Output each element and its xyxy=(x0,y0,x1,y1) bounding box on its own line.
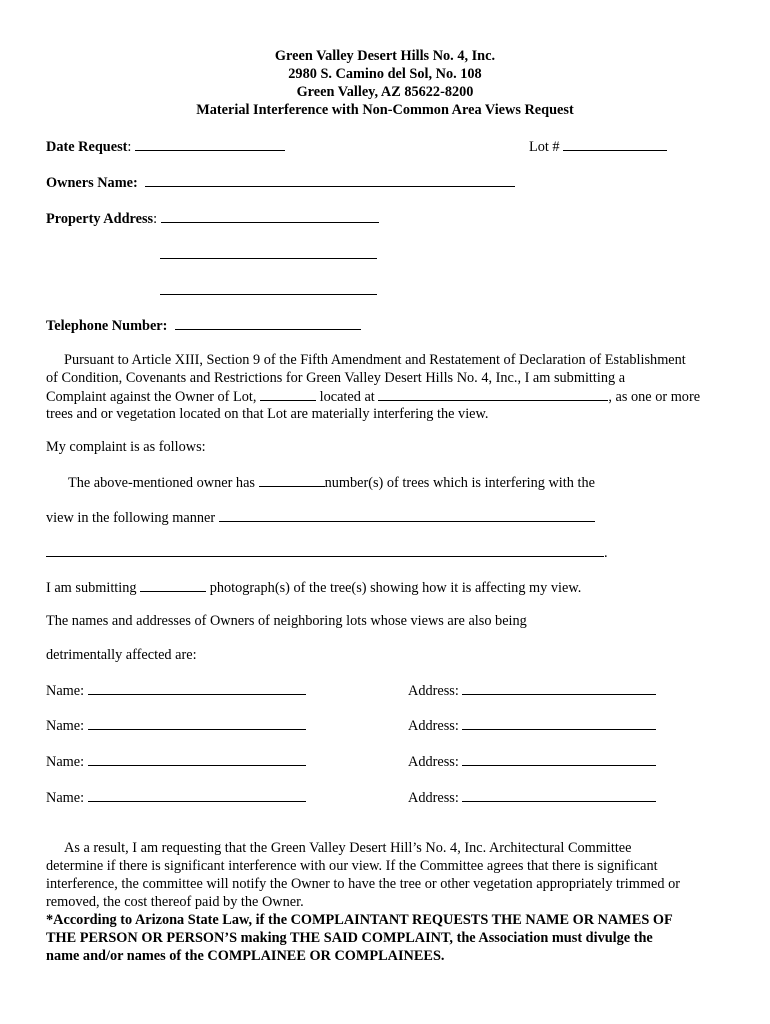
paragraph-line xyxy=(46,387,736,405)
neighbor-address-label: Address: xyxy=(408,754,459,770)
neighbor-name-label: Name: xyxy=(46,683,85,699)
photographs-text: photograph(s) of the tree(s) showing how it is affecting my view. xyxy=(209,580,582,596)
paragraph-line: of Condition, Covenants and Restrictions for Green Valley Desert Hills No. 4, Inc., I am submitting a xyxy=(46,370,626,386)
lot-number-row xyxy=(529,137,667,156)
neighbor-name-field[interactable] xyxy=(88,788,306,802)
neighbor-address-row xyxy=(408,752,656,771)
neighbor-name-field[interactable] xyxy=(88,681,306,695)
telephone-field[interactable] xyxy=(175,316,361,330)
neighbor-name-row xyxy=(46,716,306,735)
neighbor-name-row xyxy=(46,681,306,700)
view-manner-row xyxy=(46,508,595,527)
neighbor-name-label: Name: xyxy=(46,718,85,734)
neighbor-address-row xyxy=(408,716,656,735)
neighbor-name-field[interactable] xyxy=(88,716,306,730)
complaint-lot-field[interactable] xyxy=(260,387,316,401)
view-manner-period: . xyxy=(604,545,608,561)
neighbor-address-label: Address: xyxy=(408,790,459,806)
request-paragraph xyxy=(46,839,736,911)
property-address-row-2 xyxy=(160,245,377,264)
view-manner-field-1[interactable] xyxy=(219,508,595,522)
property-address-colon: : xyxy=(153,211,158,227)
telephone-row xyxy=(46,316,361,335)
neighbor-address-row xyxy=(408,681,656,700)
photographs-row xyxy=(46,578,581,597)
date-request-label: Date Request xyxy=(46,139,128,155)
notice-line: *According to Arizona State Law, if the COMPLAINTANT REQUESTS THE NAME OR NAMES OF xyxy=(46,912,673,928)
owner-has-text: The above-mentioned owner has xyxy=(68,475,255,491)
organization-name: Green Valley Desert Hills No. 4, Inc. xyxy=(274,48,496,64)
complaint-location-field[interactable] xyxy=(378,387,608,401)
located-at-clause: located at xyxy=(319,389,375,405)
lot-clause: Complaint against the Owner of Lot, xyxy=(46,389,257,405)
notice-line: THE PERSON OR PERSON’S making THE SAID COMPLAINT, the Association must divulge the xyxy=(46,930,653,946)
paragraph-line: Pursuant to Article XIII, Section 9 of the Fifth Amendment and Restatement of Declaration of Establishment xyxy=(64,352,686,368)
property-address-field-2[interactable] xyxy=(160,245,377,259)
complaint-intro: My complaint is as follows: xyxy=(46,439,206,455)
neighbor-name-label: Name: xyxy=(46,790,85,806)
owners-name-label: Owners Name: xyxy=(46,175,138,191)
paragraph-line: removed, the cost thereof paid by the Owner. xyxy=(46,894,304,910)
neighbor-name-row xyxy=(46,788,306,807)
tree-count-field[interactable] xyxy=(259,473,325,487)
notice-line: name and/or names of the COMPLAINEE OR COMPLAINEES. xyxy=(46,948,445,964)
paragraph-line: As a result, I am requesting that the Green Valley Desert Hill’s No. 4, Inc. Architectural Committee xyxy=(64,840,632,856)
property-address-row-3 xyxy=(160,281,377,300)
one-or-more-clause: , as one or more xyxy=(608,389,701,405)
property-address-label: Property Address xyxy=(46,211,154,227)
state-law-notice xyxy=(46,911,736,965)
date-request-row xyxy=(46,137,285,156)
neighbor-name-row xyxy=(46,752,306,771)
trees-interfering-text: number(s) of trees which is interfering with the xyxy=(324,475,595,491)
view-manner-field-2[interactable] xyxy=(46,543,604,557)
lot-number-field[interactable] xyxy=(563,137,667,151)
photograph-count-field[interactable] xyxy=(140,578,206,592)
view-manner-text: view in the following manner xyxy=(46,510,216,526)
organization-street: 2980 S. Camino del Sol, No. 108 xyxy=(288,66,482,82)
organization-city: Green Valley, AZ 85622-8200 xyxy=(296,84,474,100)
view-manner-row-2 xyxy=(46,543,608,562)
property-address-field-3[interactable] xyxy=(160,281,377,295)
neighbor-address-field[interactable] xyxy=(462,788,656,802)
tree-count-row xyxy=(68,473,595,492)
neighbor-name-field[interactable] xyxy=(88,752,306,766)
property-address-row xyxy=(46,209,379,228)
neighbor-address-row xyxy=(408,788,656,807)
form-header xyxy=(0,47,770,119)
declaration-paragraph xyxy=(46,351,736,423)
neighbor-address-field[interactable] xyxy=(462,716,656,730)
paragraph-line: determine if there is significant interference with our view. If the Committee agrees that there is significant xyxy=(46,858,658,874)
paragraph-line: trees and or vegetation located on that Lot are materially interfering the view. xyxy=(46,406,489,422)
neighbors-intro-1: The names and addresses of Owners of neighboring lots whose views are also being xyxy=(46,613,527,629)
paragraph-line: interference, the committee will notify the Owner to have the tree or other vegetation appropriately trimmed or xyxy=(46,876,680,892)
neighbor-name-label: Name: xyxy=(46,754,85,770)
neighbors-intro-2: detrimentally affected are: xyxy=(46,647,197,663)
date-request-colon: : xyxy=(127,139,132,155)
owners-name-row xyxy=(46,173,515,192)
neighbor-address-field[interactable] xyxy=(462,681,656,695)
submitting-text: I am submitting xyxy=(46,580,137,596)
neighbor-address-field[interactable] xyxy=(462,752,656,766)
form-title: Material Interference with Non-Common Area Views Request xyxy=(196,102,574,118)
property-address-field-1[interactable] xyxy=(161,209,379,223)
telephone-label: Telephone Number: xyxy=(46,318,168,334)
neighbor-address-label: Address: xyxy=(408,718,459,734)
owners-name-field[interactable] xyxy=(145,173,515,187)
lot-number-label: Lot # xyxy=(529,139,560,155)
date-request-field[interactable] xyxy=(135,137,285,151)
neighbor-address-label: Address: xyxy=(408,683,459,699)
